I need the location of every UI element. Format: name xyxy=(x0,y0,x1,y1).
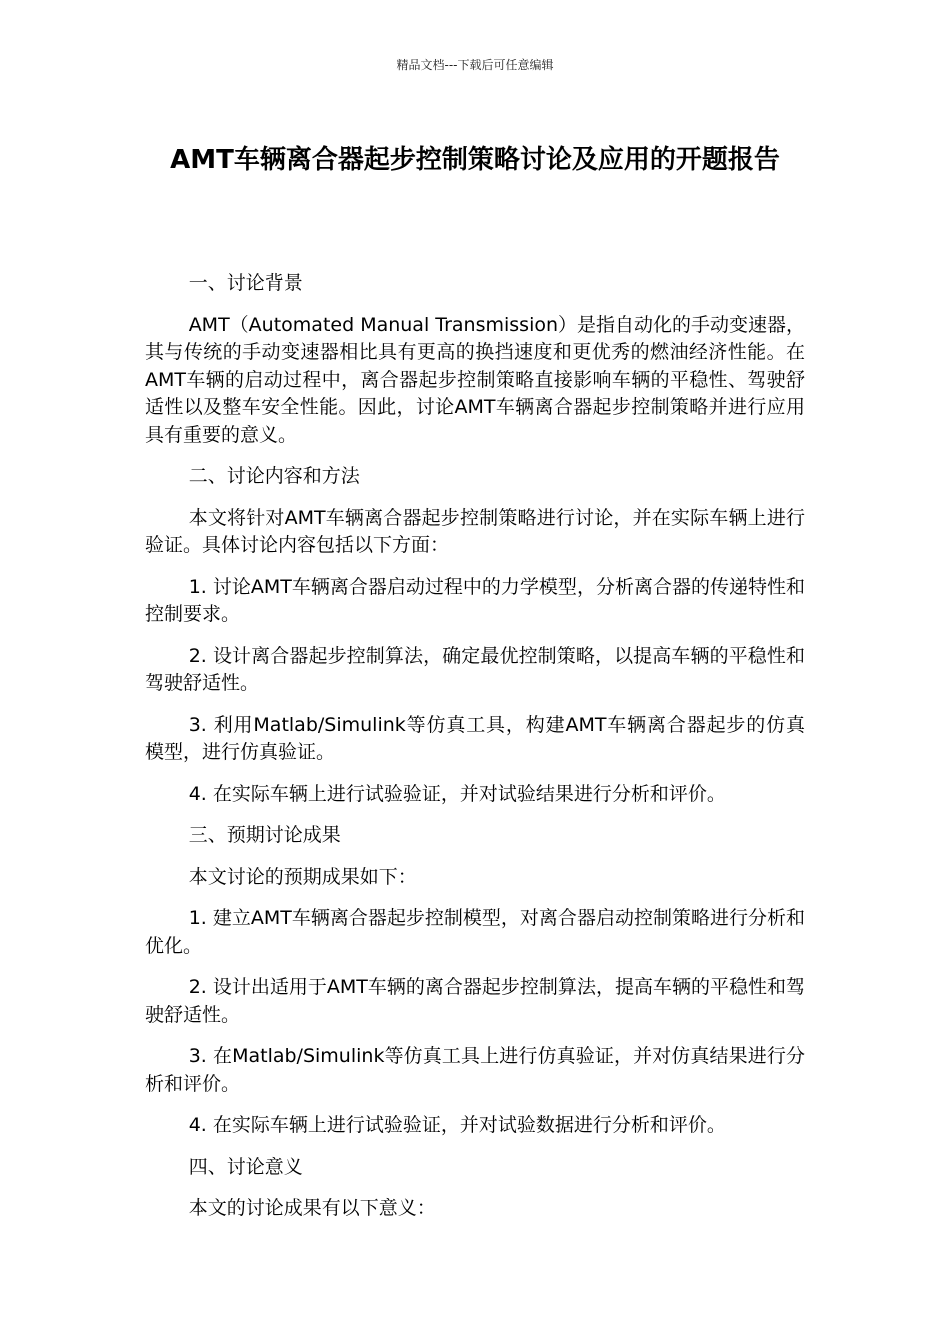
list-item: 4. 在实际车辆上进行试验验证，并对试验结果进行分析和评价。 xyxy=(188,782,726,805)
paragraph-content-intro: 本文将针对AMT车辆离合器起步控制策略进行讨论，并在实际车辆上进行验证。具体讨论内容包括以下方面： xyxy=(145,506,805,556)
list-item: 2. 设计出适用于AMT车辆的离合器起步控制算法，提高车辆的平稳性和驾驶舒适性。 xyxy=(145,976,805,1026)
page-header-watermark: 精品文档---下载后可任意编辑 xyxy=(396,58,554,72)
paragraph-background: AMT（Automated Manual Transmission）是指自动化的手动变速器，其与传统的手动变速器相比具有更高的换挡速度和更优秀的燃油经济性能。在AMT车辆的启动过程中，离合器起步控制策略直接影响车辆的平稳性、驾驶舒适性以及整车安全性能。因此，讨论AMT车辆离合器起步控制策略并进行应用具有重要的意义。 xyxy=(145,313,806,446)
paragraph-significance-intro: 本文的讨论成果有以下意义： xyxy=(188,1197,436,1219)
section-heading-background: 一、讨论背景 xyxy=(188,272,303,294)
list-item: 3. 利用Matlab/Simulink等仿真工具，构建AMT车辆离合器起步的仿真模型，进行仿真验证。 xyxy=(145,713,805,763)
section-heading-expected-results: 三、预期讨论成果 xyxy=(188,824,341,846)
list-item: 1. 建立AMT车辆离合器起步控制模型，对离合器启动控制策略进行分析和优化。 xyxy=(145,907,805,957)
document-title: AMT车辆离合器起步控制策略讨论及应用的开题报告 xyxy=(170,145,780,175)
section-heading-significance: 四、讨论意义 xyxy=(188,1155,303,1178)
list-item: 2. 设计离合器起步控制算法，确定最优控制策略，以提高车辆的平稳性和驾驶舒适性。 xyxy=(145,644,805,694)
list-item: 4. 在实际车辆上进行试验验证，并对试验数据进行分析和评价。 xyxy=(188,1114,726,1136)
list-item: 3. 在Matlab/Simulink等仿真工具上进行仿真验证，并对仿真结果进行分析和评价。 xyxy=(145,1045,805,1095)
document-body xyxy=(145,270,805,1237)
list-item: 1. 讨论AMT车辆离合器启动过程中的力学模型，分析离合器的传递特性和控制要求。 xyxy=(145,575,805,625)
paragraph-results-intro: 本文讨论的预期成果如下： xyxy=(188,865,417,888)
section-heading-content-method: 二、讨论内容和方法 xyxy=(188,465,360,487)
